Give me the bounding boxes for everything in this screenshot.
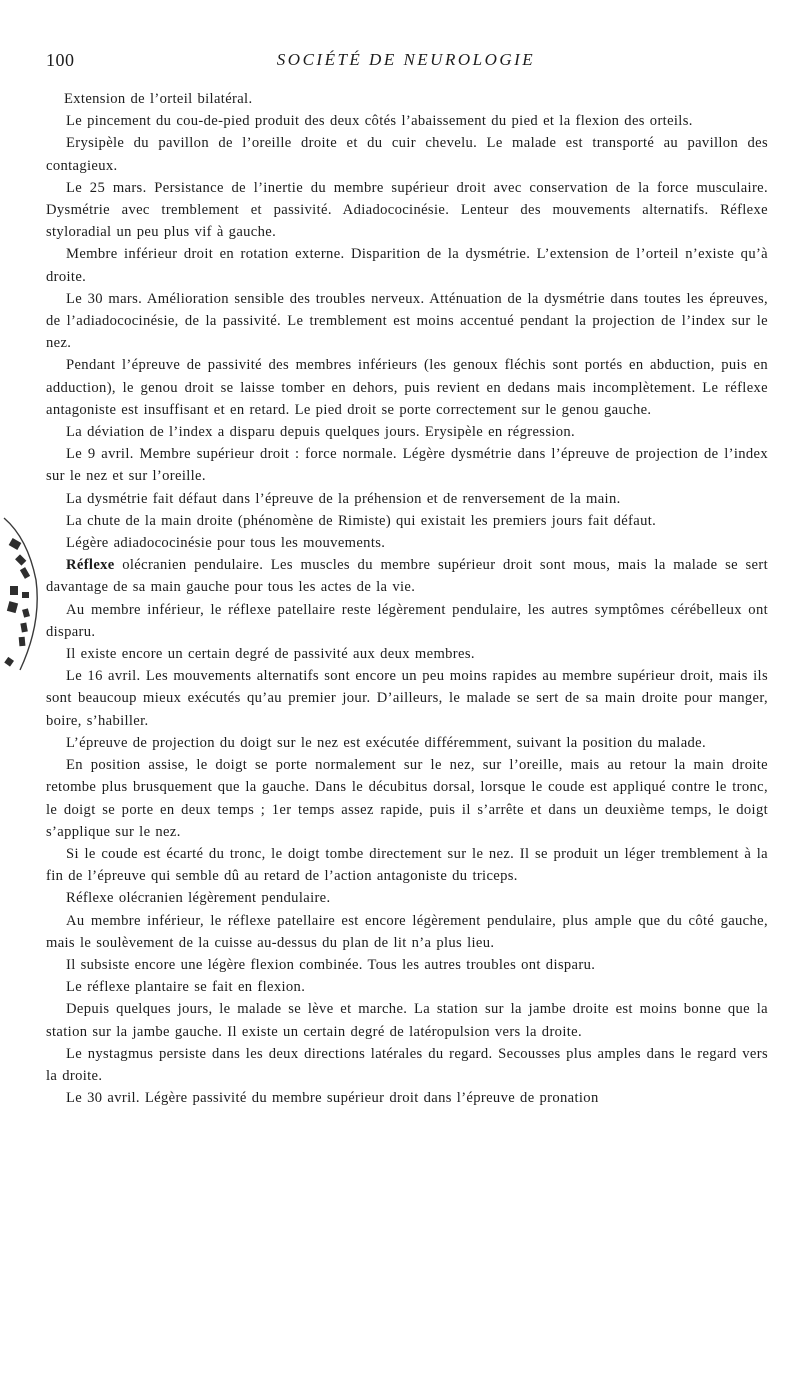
page-header — [46, 50, 766, 80]
paragraph: Le 9 avril. Membre supérieur droit : force normale. Légère dysmétrie dans l’épreuve de projection de l’index sur le nez et sur l’oreille. — [46, 446, 768, 485]
paragraph: Depuis quelques jours, le malade se lève et marche. La station sur la jambe droite est moins bonne que la station sur la jambe gauche. Il existe un certain degré de latéropulsion vers la droite. — [46, 1001, 768, 1040]
paragraph: L’épreuve de projection du doigt sur le nez est exécutée différemment, suivant la position du malade. — [66, 734, 706, 751]
paragraph: Légère adiadococinésie pour tous les mouvements. — [66, 535, 386, 552]
paragraph — [46, 554, 768, 598]
page-number: 100 — [46, 50, 75, 70]
paragraph: Le 16 avril. Les mouvements alternatifs sont encore un peu moins rapides au membre supérieur droit, mais ils sont beaucoup mieux exécutés qu’au premier jour. D’ailleurs, le malade se sert de sa main droite pour manger, boire, s’habiller. — [46, 668, 768, 729]
paragraph: La déviation de l’index a disparu depuis quelques jours. Erysipèle en régression. — [66, 424, 576, 441]
paragraph: Il subsiste encore une légère flexion combinée. Tous les autres troubles ont disparu. — [66, 956, 596, 973]
paragraph: Le pincement du cou-de-pied produit des deux côtés l’abaissement du pied et la flexion des orteils. — [66, 113, 693, 130]
paragraph-lead-bold: Réflexe — [66, 557, 115, 574]
paragraph: Membre inférieur droit en rotation externe. Disparition de la dysmétrie. L’extension de l’orteil n’existe qu’à droite. — [46, 246, 768, 285]
paragraph: En position assise, le doigt se porte normalement sur le nez, sur l’oreille, mais au retour la main droite retombe plus brusquement que la gauche. Dans le décubitus dorsal, lorsque le coude est appliqué contre le tronc, le doigt se porte en deux temps ; 1er temps assez rapide, puis il s’arrête et dans un deuxième temps, le doigt s’applique sur le nez. — [46, 757, 768, 840]
paragraph: Le nystagmus persiste dans les deux directions latérales du regard. Secousses plus amples dans le regard vers la droite. — [46, 1045, 768, 1084]
paragraph: Extension de l’orteil bilatéral. — [64, 91, 253, 107]
library-stamp-icon — [2, 510, 42, 680]
paragraph: Erysipèle du pavillon de l’oreille droite et du cuir chevelu. Le malade est transporté au pavillon des contagieux. — [46, 135, 768, 174]
paragraph: La chute de la main droite (phénomène de Rimiste) qui existait les premiers jours fait défaut. — [66, 512, 657, 529]
paragraph: Le 25 mars. Persistance de l’inertie du membre supérieur droit avec conservation de la force musculaire. Dysmétrie avec tremblement et passivité. Adiadococinésie. Lenteur des mouvements alternatifs. Réflexe styloradial un peu plus vif à gauche. — [46, 179, 768, 241]
paragraph-body: olécranien pendulaire. Les muscles du membre supérieur droit sont mous, mais la malade se sert davantage de sa main gauche pour tous les actes de la vie. — [46, 557, 768, 596]
paragraph: Pendant l’épreuve de passivité des membres inférieurs (les genoux fléchis sont portés en abduction, puis en adduction), le genou droit se laisse tomber en dehors, puis revient en dedans mais incomplètement. Le réflexe antagoniste est insuffisant et en retard. Le pied droit se porte correctement sur le genou gauche. — [46, 357, 768, 418]
paragraph: Au membre inférieur, le réflexe patellaire est encore légèrement pendulaire, plus ample que du côté gauche, mais le soulèvement de la cuisse au-dessus du plan de lit n’a plus lieu. — [46, 912, 768, 951]
library-stamp — [2, 510, 42, 680]
paragraph: Le 30 avril. Légère passivité du membre supérieur droit dans l’épreuve de pronation — [66, 1090, 599, 1107]
paragraph: Réflexe olécranien légèrement pendulaire. — [66, 890, 331, 907]
paragraph: Le 30 mars. Amélioration sensible des troubles nerveux. Atténuation de la dysmétrie dans toutes les épreuves, de l’adiadococinésie, de la passivité. Le tremblement est moins accentué pendant la projection de l’index sur le nez. — [46, 290, 768, 352]
paragraph: La dysmétrie fait défaut dans l’épreuve de la préhension et de renversement de la main. — [66, 490, 621, 507]
paragraph: Si le coude est écarté du tronc, le doigt tombe directement sur le nez. Il se produit un léger tremblement à la fin de l’épreuve qui semble dû au retard de l’action antagoniste du triceps. — [46, 845, 768, 885]
paragraph: Au membre inférieur, le réflexe patellaire reste légèrement pendulaire, les autres symptômes cérébelleux ont disparu. — [46, 601, 768, 640]
paragraph: Le réflexe plantaire se fait en flexion. — [66, 979, 306, 996]
running-title: SOCIÉTÉ DE NEUROLOGIE — [276, 50, 536, 69]
page-body — [46, 88, 768, 1109]
paragraph: Il existe encore un certain degré de passivité aux deux membres. — [66, 646, 475, 663]
